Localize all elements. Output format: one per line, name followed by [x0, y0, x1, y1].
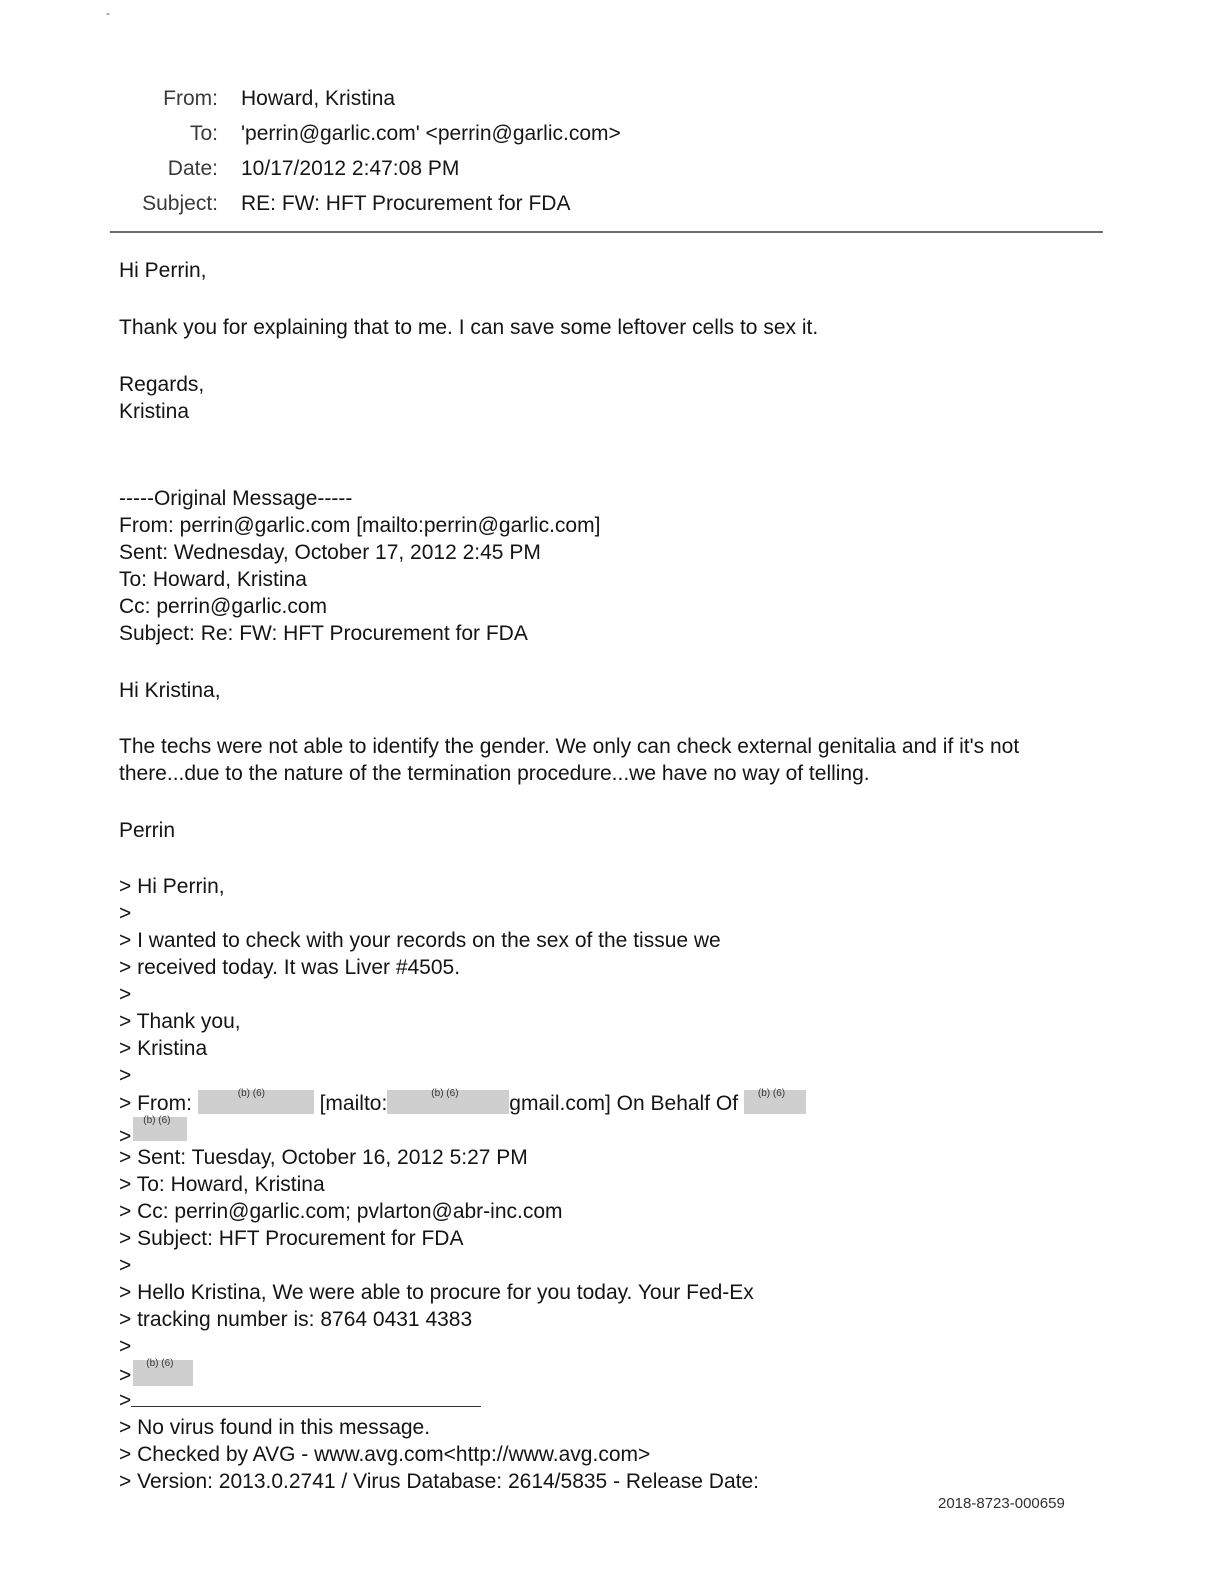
- redaction-box: [744, 1090, 806, 1114]
- header-to-value: 'perrin@garlic.com' <perrin@garlic.com>: [241, 122, 621, 145]
- quoted-to: > To: Howard, Kristina: [119, 1173, 325, 1196]
- quoted-rule-line: [119, 1387, 481, 1414]
- quoted-line: >: [119, 902, 132, 925]
- quoted-line: >: [119, 983, 132, 1006]
- quoted-av-line-2: > Checked by AVG - www.avg.com<http://www.avg.com>: [119, 1443, 651, 1466]
- header-divider: [110, 231, 1103, 233]
- reply-greeting: Hi Perrin,: [119, 259, 207, 282]
- quoted-sent: > Sent: Tuesday, October 16, 2012 5:27 PM: [119, 1146, 528, 1169]
- redaction-code: (b) (6): [146, 1358, 174, 1369]
- margin-mark: -: [106, 6, 110, 20]
- quoted-cont-prefix: >: [119, 1125, 132, 1148]
- header-subject-value: RE: FW: HFT Procurement for FDA: [241, 192, 571, 215]
- original-sent: Sent: Wednesday, October 17, 2012 2:45 PM: [119, 541, 541, 564]
- quoted-from-mailto: [mailto:: [313, 1092, 388, 1115]
- email-header: [110, 84, 621, 224]
- quoted-body-line-1: > Hello Kristina, We were able to procure for you today. Your Fed-Ex: [119, 1281, 754, 1304]
- quoted-av-line-3: > Version: 2013.0.2741 / Virus Database: 2614/5835 - Release Date:: [119, 1470, 759, 1493]
- original-body-line-2: there...due to the nature of the termination procedure...we have no way of telling.: [119, 762, 870, 785]
- quoted-signature-line: [119, 1360, 193, 1389]
- header-from-label: From:: [163, 87, 218, 110]
- quoted-line: > Hi Perrin,: [119, 875, 225, 898]
- redaction-code: (b) (6): [237, 1088, 265, 1099]
- header-to-label: To:: [189, 122, 218, 145]
- quoted-line: > Kristina: [119, 1037, 208, 1060]
- header-date-label: Date:: [167, 157, 218, 180]
- quoted-cc: > Cc: perrin@garlic.com; pvlarton@abr-inc.com: [119, 1200, 563, 1223]
- redaction-box: [133, 1360, 193, 1386]
- header-from-value: Howard, Kristina: [241, 87, 396, 110]
- original-subject: Subject: Re: FW: HFT Procurement for FDA: [119, 622, 528, 645]
- signature-rule: [131, 1392, 481, 1407]
- reply-signature: Kristina: [119, 400, 190, 423]
- redaction-code: (b) (6): [143, 1115, 171, 1126]
- quoted-av-line-1: > No virus found in this message.: [119, 1416, 431, 1439]
- header-subject-row: [110, 189, 621, 224]
- original-greeting: Hi Kristina,: [119, 679, 221, 702]
- redaction-box: [133, 1117, 187, 1141]
- quoted-line-prefix: >: [119, 1389, 132, 1412]
- header-from-row: [110, 84, 621, 119]
- quoted-subject: > Subject: HFT Procurement for FDA: [119, 1227, 464, 1250]
- quoted-body-line-2: > tracking number is: 8764 0431 4383: [119, 1308, 473, 1331]
- redaction-code: (b) (6): [757, 1088, 786, 1099]
- header-subject-label: Subject:: [142, 192, 218, 215]
- quoted-from-domain: gmail.com] On Behalf Of: [509, 1092, 744, 1115]
- quoted-sig-prefix: >: [119, 1364, 132, 1387]
- quoted-line: > I wanted to check with your records on the sex of the tissue we: [119, 929, 721, 952]
- reply-closing: Regards,: [119, 373, 205, 396]
- quoted-from-prefix: > From:: [119, 1092, 198, 1115]
- document-id: 2018-8723-000659: [938, 1495, 1065, 1512]
- original-signature: Perrin: [119, 819, 176, 842]
- reply-body: Thank you for explaining that to me. I can save some leftover cells to sex it.: [119, 316, 819, 339]
- header-date-value: 10/17/2012 2:47:08 PM: [241, 157, 460, 180]
- header-to-row: [110, 119, 621, 154]
- header-date-row: [110, 154, 621, 189]
- original-to: To: Howard, Kristina: [119, 568, 307, 591]
- original-separator: -----Original Message-----: [119, 487, 353, 510]
- redaction-box: [198, 1090, 314, 1114]
- quoted-line: >: [119, 1254, 132, 1277]
- original-body-line-1: The techs were not able to identify the gender. We only can check external genitalia and if it's not: [119, 735, 1020, 758]
- redaction-box: [387, 1090, 509, 1114]
- quoted-line: > Thank you,: [119, 1010, 241, 1033]
- original-cc: Cc: perrin@garlic.com: [119, 595, 328, 618]
- redaction-code: (b) (6): [431, 1088, 459, 1099]
- quoted-line: >: [119, 1064, 132, 1087]
- original-from: From: perrin@garlic.com [mailto:perrin@garlic.com]: [119, 514, 601, 537]
- quoted-line: >: [119, 1335, 132, 1358]
- quoted-line: > received today. It was Liver #4505.: [119, 956, 461, 979]
- quoted-from-line: [119, 1090, 806, 1117]
